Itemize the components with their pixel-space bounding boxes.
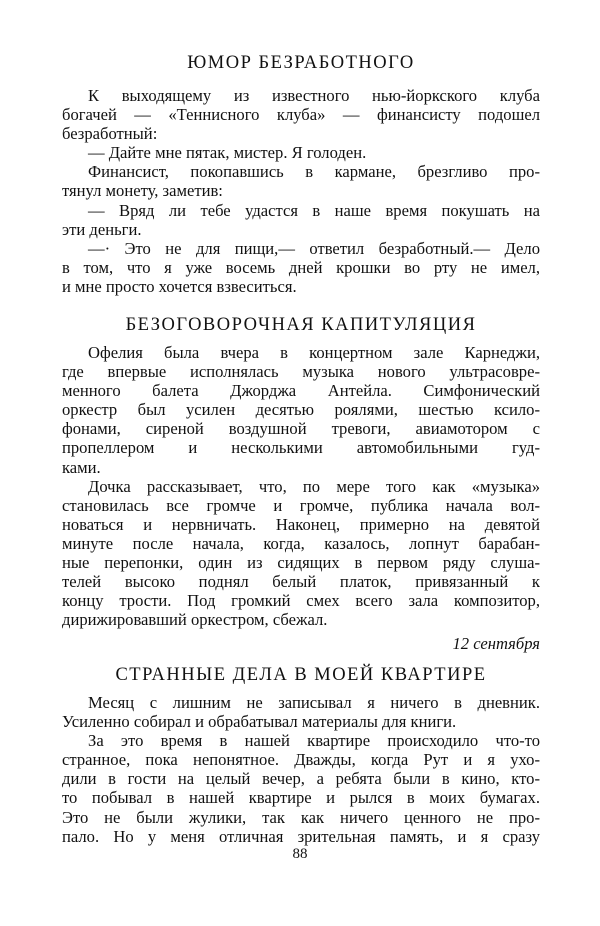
text-line: концу трости. Под громкий смех всего зала композитор, xyxy=(62,591,540,611)
text-line: Усиленно собирал и обрабатывал материалы для книги. xyxy=(62,712,457,732)
paragraph xyxy=(62,86,540,143)
text-line: Финансист, покопавшись в кармане, брезгливо про- xyxy=(88,162,540,182)
text-line: то побывал в нашей квартире и рылся в моих бумагах. xyxy=(62,788,540,808)
paragraph xyxy=(62,731,540,846)
text-line: где впервые исполнялась музыка нового ультрасовре- xyxy=(62,362,540,382)
text-line: фонами, сиреной воздушной тревоги, авиамотором с xyxy=(62,419,540,439)
paragraph xyxy=(62,239,540,296)
text-line: менного балета Джорджа Антейла. Симфонический xyxy=(62,381,540,401)
text-line: дирижировавший оркестром, сбежал. xyxy=(62,610,328,630)
text-line: тянул монету, заметив: xyxy=(62,181,223,201)
paragraph xyxy=(62,343,540,477)
text-line: За это время в нашей квартире происходило что-то xyxy=(88,731,540,751)
text-line: телей высоко поднял белый платок, привязанный к xyxy=(62,572,540,592)
paragraph xyxy=(62,693,540,731)
text-line: ные перепонки, один из сидящих в первом ряду слуша- xyxy=(62,553,540,573)
text-line: богачей — «Теннисного клуба» — финансисту подошел xyxy=(62,105,540,125)
text-line: ками. xyxy=(62,457,101,477)
section-body-humor xyxy=(62,86,540,296)
text-line: безработный: xyxy=(62,124,158,144)
text-line: Офелия была вчера в концертном зале Карнеджи, xyxy=(88,343,540,362)
text-line: дили в гости на целый вечер, а ребята были в кино, кто- xyxy=(62,769,540,789)
text-line: минуте после начала, когда, казалось, лопнут барабан- xyxy=(62,533,540,553)
text-line: новаться и нервничать. Наконец, примерно на девятой xyxy=(62,514,540,534)
paragraph xyxy=(62,162,540,200)
text-line: эти деньги. xyxy=(62,219,142,239)
section-heading-strange-affairs: СТРАННЫЕ ДЕЛА В МОЕЙ КВАРТИРЕ xyxy=(115,665,487,685)
text-line: оркестр был усилен десятью роялями, шестью ксило- xyxy=(62,400,540,420)
paragraph xyxy=(62,143,540,162)
text-line: К выходящему из известного нью-йоркского клуба xyxy=(88,86,540,105)
text-line: пропеллером и несколькими автомобильными гуд- xyxy=(62,438,540,458)
text-line: Дочка рассказывает, что, по мере того как «музыка» xyxy=(88,476,540,496)
text-line: странное, пока непонятное. Дважды, когда Рут и я ухо- xyxy=(62,750,540,770)
section-heading-humor: ЮМОР БЕЗРАБОТНОГО xyxy=(187,53,415,73)
text-line: пало. Но у меня отличная зрительная память, и я сразу xyxy=(62,826,540,846)
page-number: 88 xyxy=(292,846,308,862)
text-line: Месяц с лишним не записывал я ничего в дневник. xyxy=(88,693,540,712)
section-body-capitulation xyxy=(62,343,540,629)
paragraph xyxy=(62,477,540,630)
text-line: в том, что я уже восемь дней крошки во рту не имел, xyxy=(62,257,540,277)
text-line: становилась все громче и громче, публика начала вол- xyxy=(62,495,540,515)
paragraph xyxy=(62,201,540,239)
section-body-strange-affairs xyxy=(62,693,540,846)
text-line: —· Это не для пищи,— ответил безработный.— Дело xyxy=(88,238,540,258)
text-line: Это не были жулики, так как ничего ценного не про- xyxy=(62,807,540,827)
text-line: — Вряд ли тебе удастся в наше время покушать на xyxy=(88,200,540,220)
text-line: и мне просто хочется взвеситься. xyxy=(62,276,297,296)
text-line: — Дайте мне пятак, мистер. Я голоден. xyxy=(88,143,367,163)
diary-date: 12 сентября xyxy=(452,634,540,653)
section-heading-capitulation: БЕЗОГОВОРОЧНАЯ КАПИТУЛЯЦИЯ xyxy=(125,315,477,335)
